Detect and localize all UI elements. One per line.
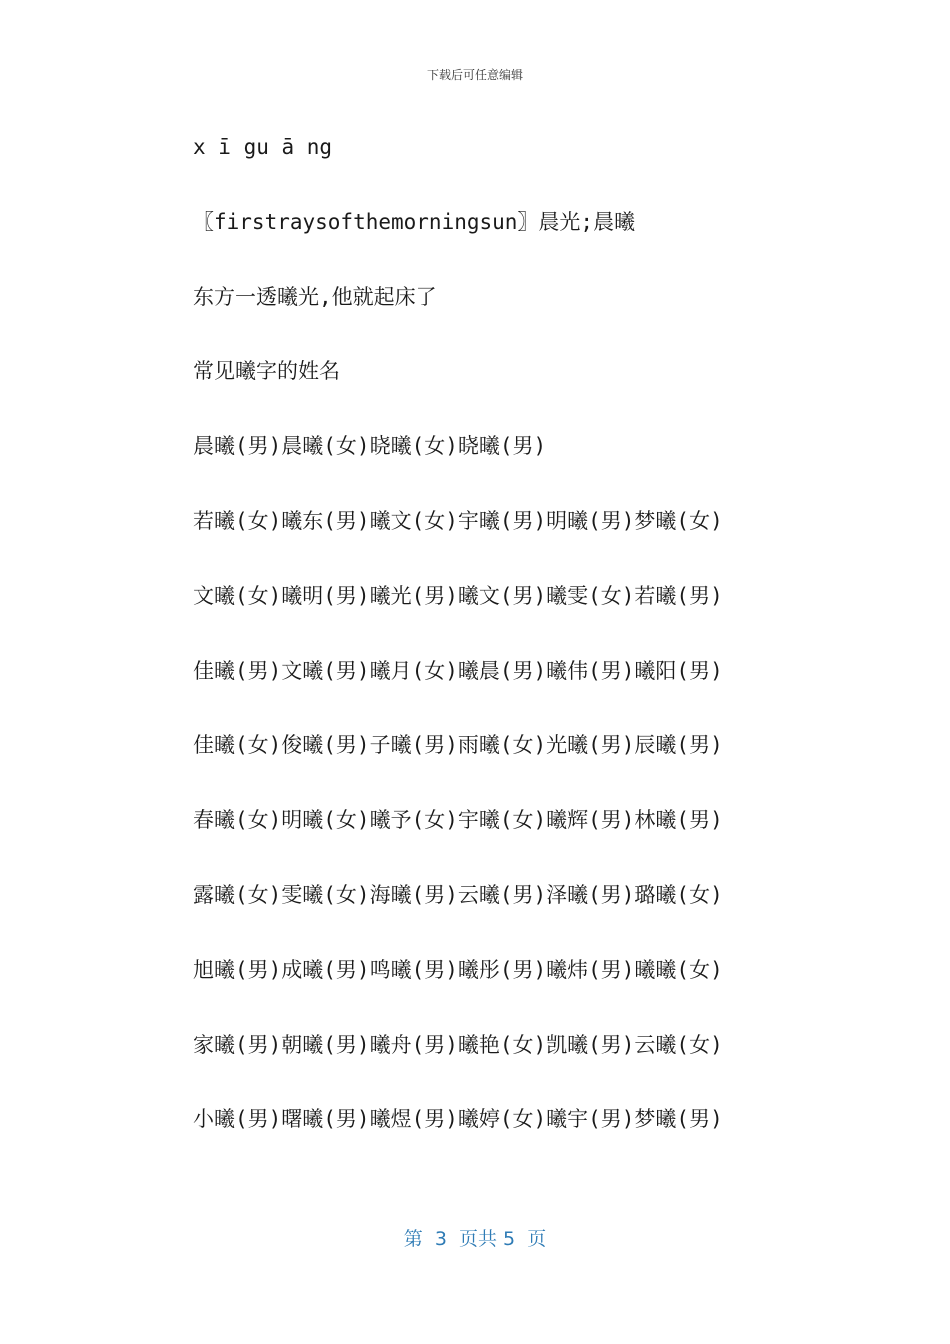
text-line: 旭曦(男)成曦(男)鸣曦(男)曦彤(男)曦炜(男)曦曦(女) (193, 957, 723, 982)
text-line: 晨曦(男)晨曦(女)晓曦(女)晓曦(男) (193, 434, 547, 459)
text-line: 佳曦(男)文曦(男)曦月(女)曦晨(男)曦伟(男)曦阳(男) (193, 658, 723, 683)
text-line: 若曦(女)曦东(男)曦文(女)宇曦(男)明曦(男)梦曦(女) (193, 508, 723, 533)
text-line: 常见曦字的姓名 (193, 359, 340, 384)
text-line: 露曦(女)雯曦(女)海曦(男)云曦(男)泽曦(男)璐曦(女) (193, 882, 723, 907)
text-line: x ī gu ā ng (193, 135, 333, 159)
text-line: 〖firstraysofthemorningsun〗晨光;晨曦 (193, 209, 636, 234)
document-body (193, 128, 793, 1175)
text-line: 文曦(女)曦明(男)曦光(男)曦文(男)曦雯(女)若曦(男) (193, 583, 723, 608)
text-line: 小曦(男)曙曦(男)曦煜(男)曦婷(女)曦宇(男)梦曦(男) (193, 1107, 723, 1132)
page-footer: 第 3 页共 5 页 (403, 1228, 547, 1250)
page-header: 下载后可任意编辑 (426, 68, 523, 82)
text-line: 家曦(男)朝曦(男)曦舟(男)曦艳(女)凯曦(男)云曦(女) (193, 1032, 723, 1057)
text-line: 佳曦(女)俊曦(男)子曦(男)雨曦(女)光曦(男)辰曦(男) (193, 733, 723, 758)
text-line: 春曦(女)明曦(女)曦予(女)宇曦(女)曦辉(男)林曦(男) (193, 808, 723, 833)
text-line: 东方一透曦光,他就起床了 (193, 284, 437, 309)
